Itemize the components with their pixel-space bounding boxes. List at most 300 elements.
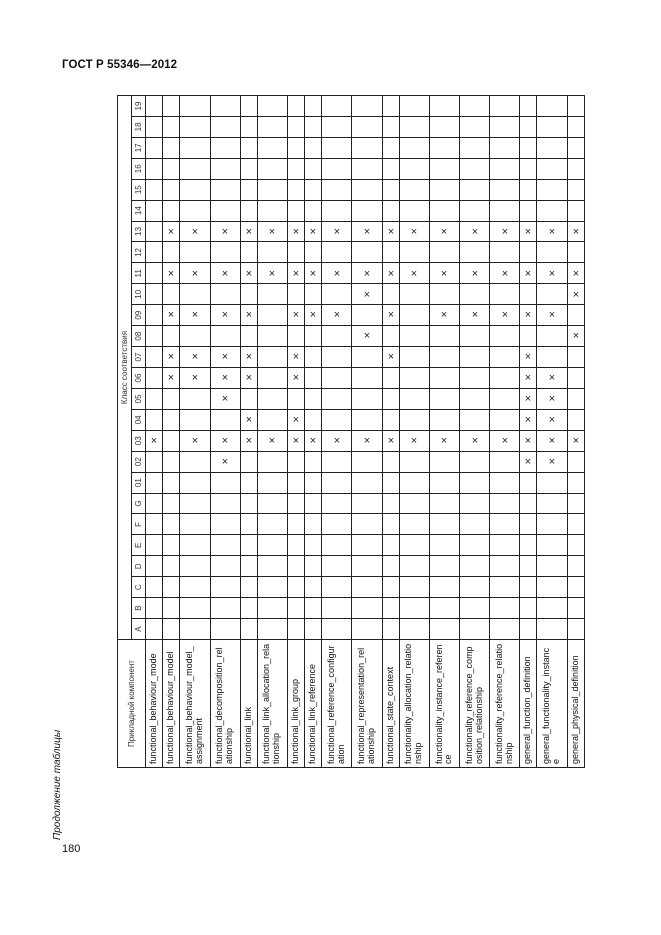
empty-cell <box>429 619 459 640</box>
empty-cell <box>322 158 352 179</box>
empty-cell <box>146 96 163 117</box>
empty-cell <box>163 514 180 535</box>
cross-mark-icon: × <box>333 309 341 322</box>
conformance-mark <box>257 430 287 451</box>
conformance-mark <box>537 451 567 472</box>
conformance-mark <box>305 305 322 326</box>
empty-cell <box>399 556 429 577</box>
empty-cell <box>382 96 399 117</box>
empty-cell <box>520 556 537 577</box>
empty-cell <box>257 409 287 430</box>
empty-cell <box>567 137 584 158</box>
table-row <box>352 96 382 768</box>
empty-cell <box>490 200 520 221</box>
table-row <box>382 96 399 768</box>
empty-cell <box>429 514 459 535</box>
conformance-mark <box>240 368 257 389</box>
empty-cell <box>490 158 520 179</box>
empty-cell <box>257 305 287 326</box>
empty-cell <box>287 514 304 535</box>
column-header-06: 06 <box>132 368 146 389</box>
empty-cell <box>490 347 520 368</box>
column-header-16: 16 <box>132 158 146 179</box>
empty-cell <box>257 116 287 137</box>
empty-cell <box>305 347 322 368</box>
empty-cell <box>490 179 520 200</box>
cross-mark-icon: × <box>525 434 532 447</box>
empty-cell <box>146 326 163 347</box>
empty-cell <box>490 451 520 472</box>
empty-cell <box>382 242 399 263</box>
empty-cell <box>520 137 537 158</box>
empty-cell <box>305 284 322 305</box>
empty-cell <box>382 514 399 535</box>
component-name: functional_behaviour_model_assignment <box>180 640 210 768</box>
empty-cell <box>287 472 304 493</box>
conformance-mark <box>537 430 567 451</box>
empty-cell <box>490 284 520 305</box>
cross-mark-icon: × <box>441 309 448 322</box>
empty-cell <box>382 535 399 556</box>
conformance-mark <box>322 430 352 451</box>
column-header-B: B <box>132 598 146 619</box>
component-name: functional_representation_relationship <box>352 640 382 768</box>
empty-cell <box>567 200 584 221</box>
component-name: functional_decomposition_relationship <box>210 640 240 768</box>
component-name: functional_link_group <box>287 640 304 768</box>
cross-mark-icon: × <box>168 371 175 384</box>
conformance-mark <box>287 305 304 326</box>
empty-cell <box>520 326 537 347</box>
conformance-mark <box>520 347 537 368</box>
empty-cell <box>429 326 459 347</box>
table-row <box>322 96 352 768</box>
empty-cell <box>429 409 459 430</box>
table-row <box>146 96 163 768</box>
component-name: general_physical_definition <box>567 640 584 768</box>
column-header-18: 18 <box>132 116 146 137</box>
empty-cell <box>537 284 567 305</box>
empty-cell <box>257 493 287 514</box>
empty-cell <box>382 388 399 409</box>
empty-cell <box>352 493 382 514</box>
empty-cell <box>163 116 180 137</box>
cross-mark-icon: × <box>387 309 394 322</box>
conformance-mark <box>305 263 322 284</box>
column-header-13: 13 <box>132 221 146 242</box>
cross-mark-icon: × <box>363 288 371 301</box>
empty-cell <box>240 242 257 263</box>
empty-cell <box>322 179 352 200</box>
cross-mark-icon: × <box>525 392 532 405</box>
empty-cell <box>240 535 257 556</box>
empty-cell <box>257 326 287 347</box>
empty-cell <box>429 200 459 221</box>
conformance-mark <box>399 221 429 242</box>
empty-cell <box>567 242 584 263</box>
table-row <box>537 96 567 768</box>
empty-cell <box>240 493 257 514</box>
cross-mark-icon: × <box>363 434 371 447</box>
component-name: general_functionality_instance <box>537 640 567 768</box>
conformance-mark <box>537 368 567 389</box>
conformance-mark <box>399 263 429 284</box>
empty-cell <box>257 388 287 409</box>
empty-cell <box>429 451 459 472</box>
empty-cell <box>322 284 352 305</box>
empty-cell <box>163 472 180 493</box>
empty-cell <box>146 200 163 221</box>
empty-cell <box>180 472 210 493</box>
empty-cell <box>240 200 257 221</box>
conformance-mark <box>567 326 584 347</box>
column-header-D: D <box>132 556 146 577</box>
empty-cell <box>399 137 429 158</box>
empty-cell <box>399 368 429 389</box>
empty-cell <box>240 556 257 577</box>
column-header-17: 17 <box>132 137 146 158</box>
empty-cell <box>180 116 210 137</box>
empty-cell <box>537 242 567 263</box>
conformance-mark <box>382 305 399 326</box>
empty-cell <box>322 472 352 493</box>
empty-cell <box>537 179 567 200</box>
cross-mark-icon: × <box>411 434 418 447</box>
empty-cell <box>460 577 490 598</box>
empty-cell <box>490 598 520 619</box>
conformance-mark <box>567 430 584 451</box>
cross-mark-icon: × <box>548 455 556 468</box>
empty-cell <box>399 326 429 347</box>
conformance-table <box>117 95 585 768</box>
empty-cell <box>537 619 567 640</box>
empty-cell <box>240 514 257 535</box>
empty-cell <box>520 116 537 137</box>
table-row <box>399 96 429 768</box>
empty-cell <box>352 179 382 200</box>
table-row <box>567 96 584 768</box>
cross-mark-icon: × <box>292 434 300 447</box>
empty-cell <box>382 493 399 514</box>
conformance-mark <box>382 263 399 284</box>
conformance-mark <box>537 409 567 430</box>
empty-cell <box>180 137 210 158</box>
empty-cell <box>352 556 382 577</box>
empty-cell <box>490 535 520 556</box>
conformance-mark <box>490 430 520 451</box>
empty-cell <box>180 179 210 200</box>
empty-cell <box>352 137 382 158</box>
empty-cell <box>537 96 567 117</box>
empty-cell <box>567 347 584 368</box>
empty-cell <box>210 598 240 619</box>
conformance-mark <box>287 263 304 284</box>
cross-mark-icon: × <box>572 288 579 301</box>
empty-cell <box>429 179 459 200</box>
empty-cell <box>257 514 287 535</box>
component-name: functional_state_context <box>382 640 399 768</box>
column-header-08: 08 <box>132 326 146 347</box>
empty-cell <box>180 96 210 117</box>
empty-cell <box>322 96 352 117</box>
conformance-mark <box>210 305 240 326</box>
empty-cell <box>163 598 180 619</box>
empty-cell <box>287 577 304 598</box>
empty-cell <box>180 409 210 430</box>
empty-cell <box>399 535 429 556</box>
component-name: functionality_reference_relationship <box>490 640 520 768</box>
cross-mark-icon: × <box>150 434 158 447</box>
empty-cell <box>146 221 163 242</box>
empty-cell <box>460 179 490 200</box>
empty-cell <box>210 514 240 535</box>
cross-mark-icon: × <box>245 225 252 238</box>
empty-cell <box>180 284 210 305</box>
empty-cell <box>210 493 240 514</box>
cross-mark-icon: × <box>387 225 394 238</box>
empty-cell <box>322 388 352 409</box>
empty-cell <box>460 96 490 117</box>
conformance-mark <box>257 221 287 242</box>
cross-mark-icon: × <box>411 267 418 280</box>
empty-cell <box>382 368 399 389</box>
empty-cell <box>146 116 163 137</box>
cross-mark-icon: × <box>333 434 341 447</box>
cross-mark-icon: × <box>292 225 300 238</box>
empty-cell <box>146 368 163 389</box>
empty-cell <box>399 619 429 640</box>
cross-mark-icon: × <box>221 267 229 280</box>
empty-cell <box>210 409 240 430</box>
empty-cell <box>257 451 287 472</box>
cross-mark-icon: × <box>221 392 229 405</box>
empty-cell <box>240 577 257 598</box>
empty-cell <box>429 577 459 598</box>
cross-mark-icon: × <box>471 309 478 322</box>
cross-mark-icon: × <box>221 434 229 447</box>
table-row <box>460 96 490 768</box>
empty-cell <box>322 409 352 430</box>
empty-cell <box>305 368 322 389</box>
empty-cell <box>429 158 459 179</box>
empty-cell <box>520 619 537 640</box>
conformance-mark <box>567 284 584 305</box>
empty-cell <box>146 514 163 535</box>
cross-mark-icon: × <box>363 330 371 343</box>
empty-cell <box>567 514 584 535</box>
empty-cell <box>305 116 322 137</box>
empty-cell <box>240 158 257 179</box>
empty-cell <box>460 556 490 577</box>
cross-mark-icon: × <box>572 225 579 238</box>
empty-cell <box>490 116 520 137</box>
conformance-mark <box>567 221 584 242</box>
conformance-mark <box>305 221 322 242</box>
empty-cell <box>520 179 537 200</box>
empty-cell <box>257 472 287 493</box>
empty-cell <box>352 535 382 556</box>
empty-cell <box>490 577 520 598</box>
empty-cell <box>257 137 287 158</box>
conformance-mark <box>352 263 382 284</box>
cross-mark-icon: × <box>221 351 229 364</box>
empty-cell <box>210 179 240 200</box>
empty-cell <box>520 514 537 535</box>
empty-cell <box>180 388 210 409</box>
empty-cell <box>352 368 382 389</box>
cross-mark-icon: × <box>310 434 317 447</box>
cross-mark-icon: × <box>245 309 252 322</box>
cross-mark-icon: × <box>191 434 199 447</box>
empty-cell <box>322 368 352 389</box>
empty-cell <box>399 514 429 535</box>
cross-mark-icon: × <box>471 434 478 447</box>
empty-cell <box>537 514 567 535</box>
cross-mark-icon: × <box>269 267 276 280</box>
empty-cell <box>210 326 240 347</box>
cross-mark-icon: × <box>191 225 199 238</box>
empty-cell <box>240 598 257 619</box>
cross-mark-icon: × <box>221 309 229 322</box>
empty-cell <box>352 200 382 221</box>
conformance-mark <box>567 263 584 284</box>
empty-cell <box>180 242 210 263</box>
component-name: functionality_instance_reference <box>429 640 459 768</box>
empty-cell <box>210 96 240 117</box>
empty-cell <box>322 451 352 472</box>
empty-cell <box>567 535 584 556</box>
column-header-07: 07 <box>132 347 146 368</box>
empty-cell <box>146 535 163 556</box>
cross-mark-icon: × <box>221 455 229 468</box>
empty-cell <box>287 619 304 640</box>
empty-cell <box>163 493 180 514</box>
cross-mark-icon: × <box>501 225 508 238</box>
empty-cell <box>180 556 210 577</box>
conformance-mark <box>180 263 210 284</box>
rotated-table-wrapper <box>117 95 585 768</box>
conformance-mark <box>240 221 257 242</box>
empty-cell <box>163 137 180 158</box>
cross-mark-icon: × <box>168 351 175 364</box>
empty-cell <box>460 472 490 493</box>
empty-cell <box>382 284 399 305</box>
empty-cell <box>180 598 210 619</box>
empty-cell <box>257 158 287 179</box>
cross-mark-icon: × <box>310 309 317 322</box>
empty-cell <box>490 368 520 389</box>
empty-cell <box>257 368 287 389</box>
empty-cell <box>240 137 257 158</box>
component-name: functional_link <box>240 640 257 768</box>
empty-cell <box>537 598 567 619</box>
empty-cell <box>567 472 584 493</box>
column-header-11: 11 <box>132 263 146 284</box>
empty-cell <box>460 158 490 179</box>
empty-cell <box>287 556 304 577</box>
conformance-mark <box>352 221 382 242</box>
conformance-mark <box>352 284 382 305</box>
document-header: ГОСТ Р 55346—2012 <box>62 59 178 71</box>
cross-mark-icon: × <box>525 455 532 468</box>
empty-cell <box>567 493 584 514</box>
empty-cell <box>210 116 240 137</box>
empty-cell <box>287 137 304 158</box>
empty-cell <box>210 137 240 158</box>
empty-cell <box>537 326 567 347</box>
conformance-mark <box>429 305 459 326</box>
table-row <box>305 96 322 768</box>
empty-cell <box>163 96 180 117</box>
empty-cell <box>520 577 537 598</box>
conformance-mark <box>240 263 257 284</box>
conformance-mark <box>163 347 180 368</box>
column-header-01: 01 <box>132 472 146 493</box>
empty-cell <box>163 577 180 598</box>
cross-mark-icon: × <box>501 434 508 447</box>
conformance-mark <box>240 409 257 430</box>
conformance-mark <box>429 221 459 242</box>
empty-cell <box>537 200 567 221</box>
empty-cell <box>399 347 429 368</box>
empty-cell <box>352 158 382 179</box>
empty-cell <box>399 305 429 326</box>
empty-cell <box>460 619 490 640</box>
cross-mark-icon: × <box>387 267 394 280</box>
empty-cell <box>567 577 584 598</box>
empty-cell <box>210 535 240 556</box>
empty-cell <box>305 137 322 158</box>
empty-cell <box>352 388 382 409</box>
empty-cell <box>429 116 459 137</box>
conformance-mark <box>537 305 567 326</box>
empty-cell <box>382 158 399 179</box>
empty-cell <box>382 409 399 430</box>
column-header-15: 15 <box>132 179 146 200</box>
cross-mark-icon: × <box>245 413 252 426</box>
empty-cell <box>305 200 322 221</box>
empty-cell <box>240 326 257 347</box>
conformance-mark <box>210 263 240 284</box>
component-name: functional_link_allocation_relationship <box>257 640 287 768</box>
column-header-10: 10 <box>132 284 146 305</box>
table-row <box>210 96 240 768</box>
conformance-mark <box>305 430 322 451</box>
cross-mark-icon: × <box>269 225 276 238</box>
empty-cell <box>567 305 584 326</box>
cross-mark-icon: × <box>501 267 508 280</box>
empty-cell <box>287 200 304 221</box>
cross-mark-icon: × <box>548 434 556 447</box>
empty-cell <box>146 179 163 200</box>
empty-cell <box>305 326 322 347</box>
cross-mark-icon: × <box>548 267 556 280</box>
column-header-F: F <box>132 514 146 535</box>
empty-cell <box>146 158 163 179</box>
empty-cell <box>180 200 210 221</box>
empty-cell <box>490 556 520 577</box>
conformance-mark <box>429 430 459 451</box>
empty-cell <box>240 472 257 493</box>
table-row <box>520 96 537 768</box>
cross-mark-icon: × <box>333 267 341 280</box>
empty-cell <box>429 472 459 493</box>
cross-mark-icon: × <box>525 413 532 426</box>
conformance-mark <box>399 430 429 451</box>
cross-mark-icon: × <box>572 267 579 280</box>
empty-cell <box>352 472 382 493</box>
cross-mark-icon: × <box>333 225 341 238</box>
